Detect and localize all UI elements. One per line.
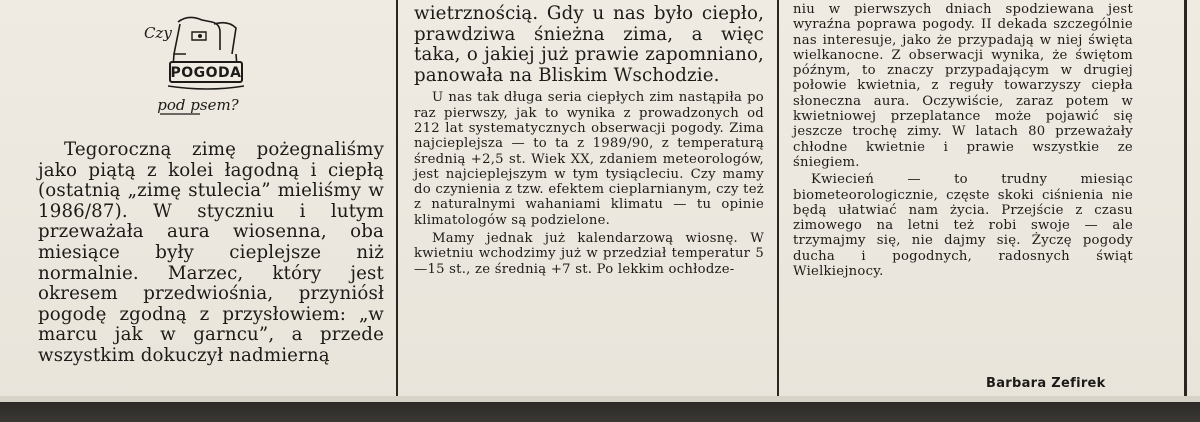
page-shadow: [0, 402, 1200, 422]
logo-bottom-text: pod psem?: [157, 96, 239, 114]
column-rule-1: [396, 0, 398, 398]
author-signature: Barbara Zefirek: [986, 376, 1106, 391]
pogoda-logo-icon: [140, 8, 260, 118]
column-1: [38, 140, 384, 367]
column3-paragraph-1: niu w pierwszych dniach spodziewana jest wyraźna poprawa pogody. II dekada szczególnie nas interesuje, jako że przypadają w niej święta wielkanocne. Z obserwacji wynika, że świętom późnym, to znaczy przypadającym w drugiej połowie kwietnia, z reguły towarzyszy ciepła słoneczna aura. Oczywiście, zaraz potem w kwietniowej przeplatance może pojawić się jeszcze trochę zimy. W latach 80 przeważały chłodne kwietnie i prawie wszystkie ze śniegiem.: [793, 2, 1133, 170]
logo-top-text: Czy: [144, 24, 172, 42]
column2-lead: wietrznością. Gdy u nas było ciepło, prawdziwa śnieżna zima, a więc taka, o jakiej już prawie zapomniano, panowała na Bliskim Wschodzie.: [414, 3, 764, 86]
column-rule-3: [1184, 0, 1187, 398]
column1-paragraph: Tegoroczną zimę pożegnaliśmy jako piątą z kolei łagodną i ciepłą (ostatnią „zimę stulecia” mieliśmy w 1986/87). W styczniu i lutym przeważała aura wiosenna, oba miesiące były cieplejsze niż normalnie. Marzec, który jest okresem przedwiośnia, przyniósł pogodę zgodną z przysłowiem: „w marcu jak w garncu”, a przede wszystkim dokuczył nadmierną: [38, 139, 384, 366]
logo-badge-text: POGODA: [170, 65, 242, 81]
column-rule-2: [777, 0, 779, 398]
column-3: [793, 2, 1133, 279]
column2-paragraph-1: U nas tak długa seria ciepłych zim nastąpiła po raz pierwszy, jak to wynika z prowadzonych od 212 lat systematycznych obserwacji pogody. Zima najcieplejsza — to ta z 1989/90, z temperaturą średnią +2,5 st. Wiek XX, zdaniem meteorologów, jest najcieplejszym w tym tysiącleciu. Czy mamy do czynienia z tzw. efektem cieplarnianym, czy też z naturalnymi wahaniami klimatu — tu opinie klimatologów są podzielone.: [414, 90, 764, 228]
column-2: [414, 4, 764, 277]
column3-paragraph-2: Kwiecień — to trudny miesiąc biometeorologicznie, częste skoki ciśnienia nie będą ułatwiać nam życia. Przejście z czasu zimowego na letni też robi swoje — ale trzymajmy się, nie dajmy się. Życzę pogody ducha i pogodnych, radosnych świąt Wielkiejnocy.: [793, 172, 1133, 280]
column2-paragraph-2: Mamy jednak już kalendarzową wiosnę. W kwietniu wchodzimy już w przedział temperatur 5—15 st., ze średnią +7 st. Po lekkim ochłodze-: [414, 231, 764, 277]
